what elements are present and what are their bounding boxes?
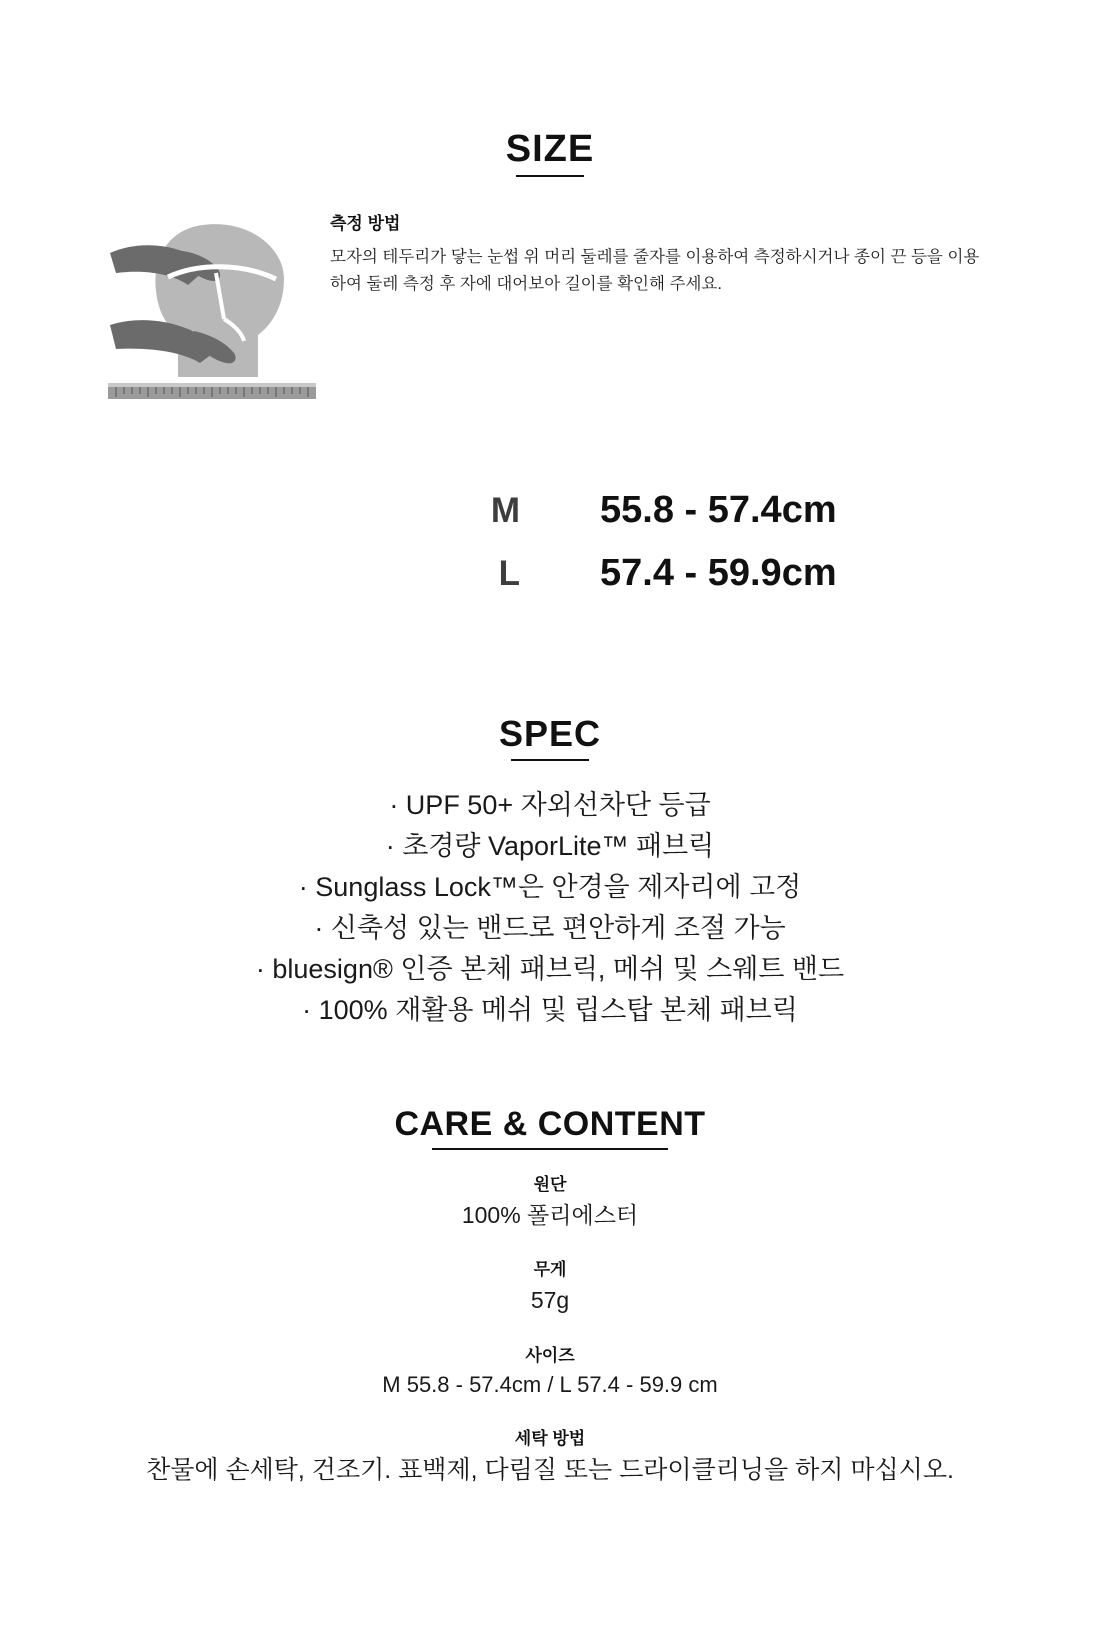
size-row-label: M bbox=[490, 491, 520, 530]
care-group-weight bbox=[0, 1255, 1100, 1316]
care-group-size bbox=[0, 1341, 1100, 1401]
care-label: 세탁 방법 bbox=[514, 1429, 586, 1449]
care-group-wash bbox=[0, 1424, 1100, 1488]
measure-method-block bbox=[330, 209, 990, 297]
care-value: 찬물에 손세탁, 건조기. 표백제, 다림질 또는 드라이클리닝을 하지 마십시오. bbox=[146, 1456, 954, 1485]
care-value: 57g bbox=[530, 1287, 570, 1314]
size-row-m bbox=[0, 489, 1100, 532]
care-groups bbox=[0, 1170, 1100, 1488]
care-group-fabric bbox=[0, 1170, 1100, 1231]
measure-method-description: 모자의 테두리가 닿는 눈썹 위 머리 둘레를 줄자를 이용하여 측정하시거나 종이 끈 등을 이용하여 둘레 측정 후 자에 대어보아 길이를 확인해 주세요. bbox=[330, 248, 980, 293]
spec-item: · 100% 재활용 메쉬 및 립스탑 본체 패브릭 bbox=[302, 995, 798, 1026]
spec-section-title bbox=[0, 713, 1100, 755]
spec-heading-text: SPEC bbox=[498, 713, 602, 754]
care-section-title bbox=[0, 1105, 1100, 1144]
care-value: 100% 폴리에스터 bbox=[461, 1202, 639, 1229]
measure-method-label: 측정 방법 bbox=[330, 214, 401, 233]
spec-item: · 초경량 VaporLite™ 패브릭 bbox=[385, 831, 715, 862]
spec-list bbox=[0, 785, 1100, 1031]
spec-item: · Sunglass Lock™은 안경을 제자리에 고정 bbox=[298, 872, 802, 903]
ruler-icon bbox=[108, 383, 316, 399]
head-measuring-illustration bbox=[108, 207, 328, 407]
spec-item: · UPF 50+ 자외선차단 등급 bbox=[389, 790, 711, 820]
spec-item: · 신축성 있는 밴드로 편안하게 조절 가능 bbox=[314, 913, 786, 944]
size-section-title bbox=[0, 0, 1100, 171]
size-row-l bbox=[0, 552, 1100, 595]
size-row-label: L bbox=[498, 554, 520, 593]
size-row-value: 55.8 - 57.4cm bbox=[600, 489, 837, 531]
care-label: 사이즈 bbox=[525, 1345, 575, 1365]
care-heading-text: CARE & CONTENT bbox=[394, 1105, 706, 1144]
spec-item: · bluesign® 인증 본체 패브릭, 메쉬 및 스웨트 밴드 bbox=[255, 954, 845, 985]
size-heading-text: SIZE bbox=[505, 128, 595, 170]
care-label: 무게 bbox=[533, 1260, 567, 1280]
size-measure-block bbox=[0, 207, 1100, 437]
size-row-value: 57.4 - 59.9cm bbox=[600, 552, 837, 594]
care-value: M 55.8 - 57.4cm / L 57.4 - 59.9 cm bbox=[382, 1371, 718, 1397]
size-table bbox=[0, 489, 1100, 595]
care-label: 원단 bbox=[533, 1175, 567, 1195]
